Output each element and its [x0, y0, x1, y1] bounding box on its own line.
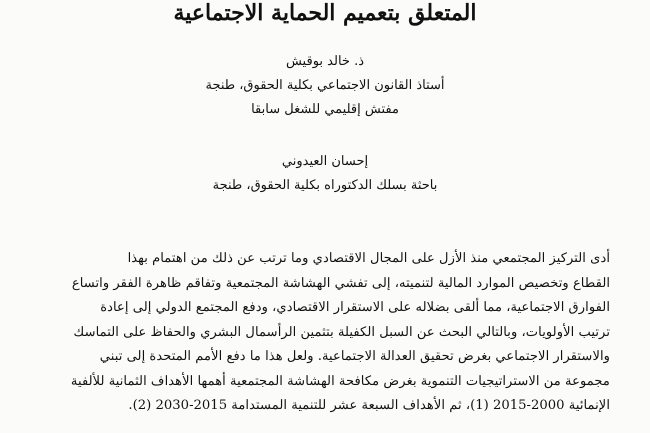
- author-1-name: ذ. خالد بوقيش: [285, 54, 364, 69]
- paragraph-line: الإنمائية 2000-2015 (1)، ثم الأهداف السبعة عشر للتنمية المستدامة 2015-2030 (2).: [128, 398, 610, 413]
- author-1-former-role: مفتش إقليمي للشغل سابقا: [251, 102, 399, 117]
- author-block-2: [0, 150, 650, 198]
- author-2-name: إحسان العيدوني: [281, 154, 369, 169]
- author-block-1: [0, 50, 650, 122]
- author-2-role: باحثة بسلك الدكتوراه بكلية الحقوق، طنجة: [212, 178, 438, 193]
- author-1-role: أستاذ القانون الاجتماعي بكلية الحقوق، طنجة: [205, 78, 445, 93]
- body-paragraph: [10, 247, 610, 419]
- paragraph-line: والاستقرار الاجتماعي بغرض تحقيق العدالة الاجتماعية. ولعل هذا ما دفع الأمم المتحدة إلى تبني: [99, 349, 610, 364]
- paragraph-line: أدى التركيز المجتمعي منذ الأزل على المجال الاقتصادي وما ترتب عن ذلك من اهتمام بهذا: [127, 251, 610, 266]
- paragraph-line: القطاع وتخصيص الموارد المالية لتنميته، إلى تفشي الهشاشة المجتمعية وتفاقم ظاهرة الفقر واتساع: [71, 275, 610, 291]
- paragraph-line: الفوارق الاجتماعية، مما ألقى بضلاله على الاستقرار الاقتصادي، ودفع المجتمع الدولي إلى إعادة: [100, 300, 610, 315]
- paragraph-line: ترتيب الأولويات، وبالتالي البحث عن السبل الكفيلة بتثمين الرأسمال البشري والحفاظ على التماسك: [73, 324, 610, 340]
- document-title: المتعلق بتعميم الحماية الاجتماعية: [173, 0, 477, 26]
- paragraph-line: مجموعة من الاستراتيجيات التنموية بغرض مكافحة الهشاشة المجتمعية أهمها الأهداف الثمانية للألفية: [70, 373, 610, 389]
